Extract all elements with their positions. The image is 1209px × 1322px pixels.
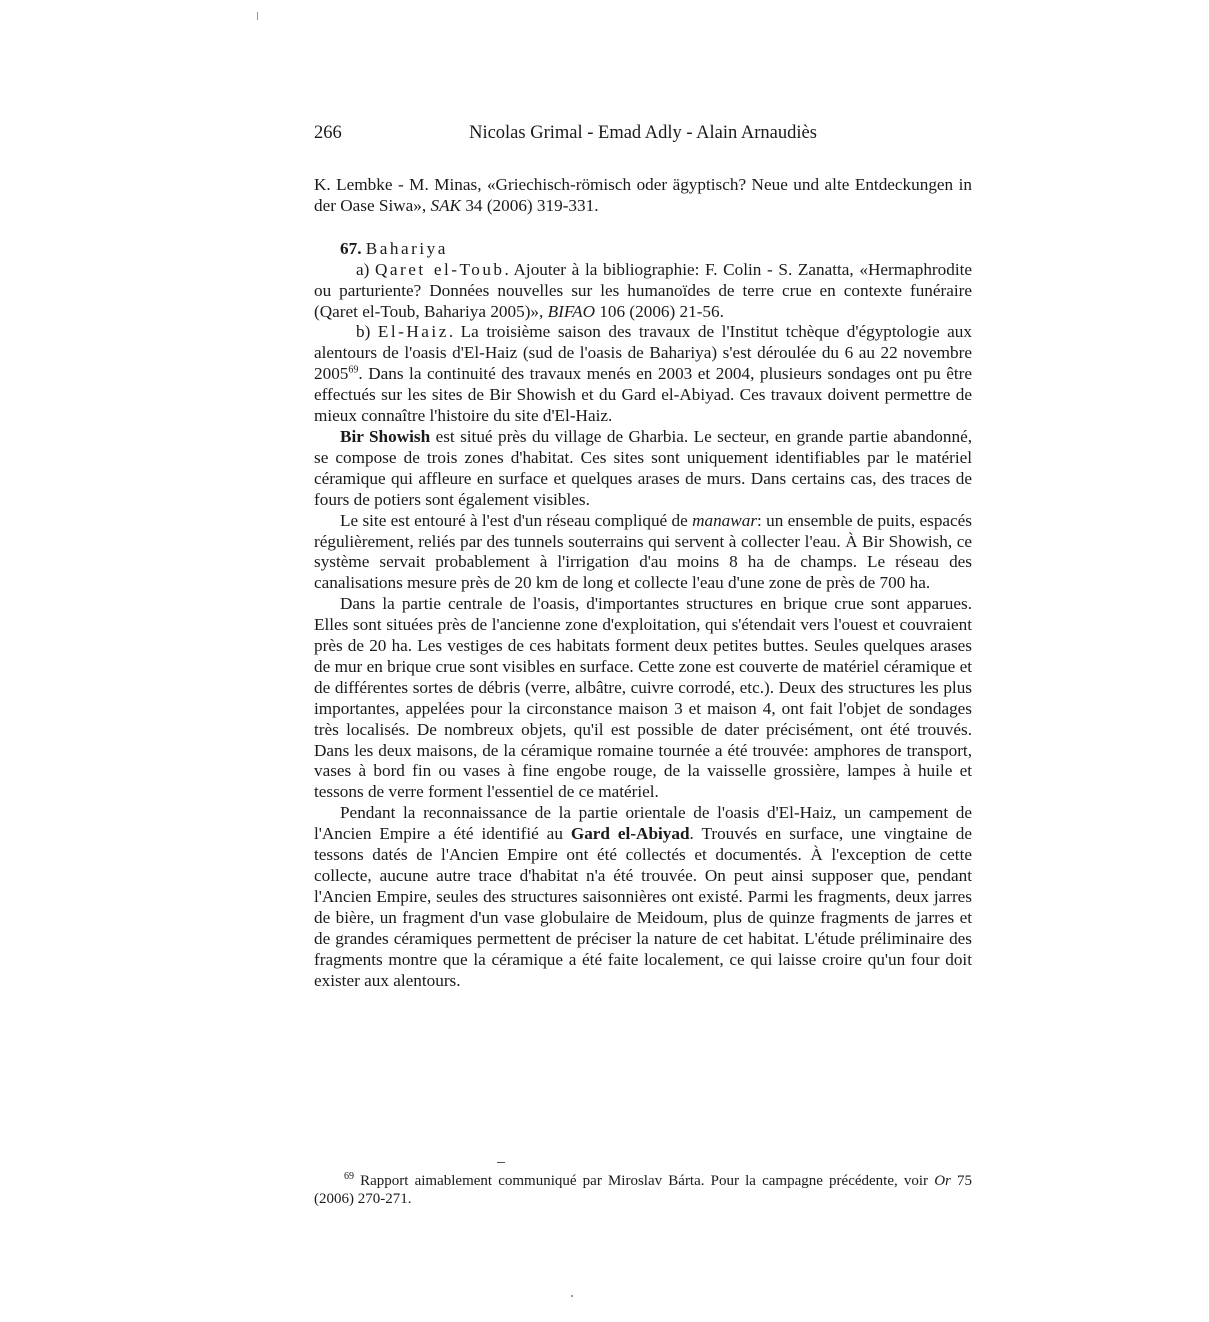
paragraph-bir-showish [314, 427, 972, 511]
subsection-text-end: . Dans la continuité des travaux menés en 2003 et 2004, plusieurs sondages ont pu être effectués sur les sites de Bir Showish et du Gard el-Abiyad. Ces travaux doivent permettre de mieux connaître l'histoire du site d'El-Haiz. [314, 364, 972, 426]
paragraph-text-end: . Trouvés en surface, une vingtaine de tessons datés de l'Ancien Empire ont été collectés et documentés. À l'exception de cette collecte, aucune autre trace d'habitat n'a été trouvée. On peut ainsi supposer que, pendant l'Ancien Empire, seules des structures saisonnières ont existé. Parmi les fragments, deux jarres de bière, un fragment d'un vase globulaire de Meidoum, plus de quinze fragments de jarres et de grandes céramiques permettent de préciser la nature de cet habitat. L'étude préliminaire des fragments montre que la céramique a été faite localement, ce qui laisse croire qu'un four doit exister aux alentours. [314, 824, 972, 990]
subsection-text: . La troisième saison des travaux de l'Institut tchèque d'égyptologie aux alentours de l'oasis d'El-Haiz (sud de l'oasis de Bahariya) s'est déroulée du 6 au 22 novembre 2005 [314, 322, 972, 384]
section-heading [314, 239, 972, 260]
footnote-body-end: 75 (2006) 270-271. [314, 1173, 973, 1207]
running-header-authors: Nicolas Grimal - Emad Adly - Alain Arnaudiès [469, 123, 817, 143]
footnote-body: Rapport aimablement communiqué par Miroslav Bárta. Pour la campagne précédente, voir [354, 1173, 935, 1189]
subsection-text-end: 106 (2006) 21-56. [595, 301, 724, 321]
subsection-label: b) [356, 322, 378, 342]
subsection-label: a) [356, 259, 375, 279]
footnote-divider [497, 1162, 505, 1163]
footnote-reference[interactable]: 69 [348, 364, 359, 376]
footnote [314, 1172, 972, 1208]
subsection-name: Qaret el-Toub [375, 259, 505, 279]
paragraph-text: Pendant la reconnaissance de la partie orientale de l'oasis d'El-Haiz, un campement de l'Ancien Empire a été identifié au [314, 803, 972, 844]
paragraph-text-end: : un ensemble de puits, espacés régulièrement, reliés par des tunnels souterrains qui servent à collecter l'eau. À Bir Showish, ce système servait probablement à l'irrigation d'au moins 8 ha de champs. Le réseau des canalisations mesure près de 20 km de long et collecte l'eau d'une zone de près de 700 ha. [314, 510, 972, 593]
paragraph-text: est situé près du village de Gharbia. Le secteur, en grande partie abandonné, se compose de trois zones d'habitat. Ces sites sont uniquement identifiables par le matériel céramique qui affleure en surface et quelques arases de murs. Dans certains cas, des traces de fours de potiers sont également visibles. [314, 426, 972, 509]
subsection-name: El-Haiz [377, 322, 449, 342]
journal-title: Or [934, 1173, 951, 1189]
subsection-text: . Ajouter à la bibliographie: F. Colin - S. Zanatta, «Hermaphrodite ou parturiente? Données nouvelles sur les humanoïdes de terre crue en contexte funéraire (Qaret el-Toub, Bahariya 2005)», [314, 259, 972, 321]
paragraph-gard-el-abiyad [314, 803, 972, 991]
journal-title: BIFAO [547, 301, 596, 321]
paragraph-manawar [314, 511, 972, 595]
reference-continuation [314, 175, 972, 217]
scan-mark [571, 1295, 573, 1297]
section-number: 67. [340, 238, 362, 258]
term-italic: manawar [692, 510, 758, 530]
reference-text-end: 34 (2006) 319-331. [461, 195, 599, 215]
footnote-number: 69 [344, 1171, 354, 1182]
running-header [314, 120, 972, 146]
journal-title: SAK [430, 195, 462, 215]
paragraph-text: Le site est entouré à l'est d'un réseau compliqué de [340, 510, 693, 530]
site-name: Bir Showish [340, 426, 431, 446]
subsection-b [314, 322, 972, 427]
site-name: Gard el-Abiyad [570, 824, 690, 844]
paragraph-central: Dans la partie centrale de l'oasis, d'importantes structures en brique crue sont apparues. Elles sont situées près de l'ancienne zone d'exploitation, qui s'étendait vers l'ouest et couvraient près de 20 ha. Les vestiges de ces habitats forment deux petites buttes. Seules quelques arases de mur en brique crue sont visibles en surface. Cette zone est couverte de matériel céramique et de différentes sortes de débris (verre, albâtre, cuivre corrodé, etc.). Deux des structures les plus importantes, appelées pour la circonstance maison 3 et maison 4, ont fait l'objet de sondages très localisés. De nombreux objets, qu'il est possible de dater précisément, ont été trouvés. Dans les deux maisons, de la céramique romaine tournée a été trouvée: amphores de transport, vases à bord fin ou vases à fine engobe rouge, de la vaisselle grossière, lampes à huile et tessons de verre forment l'essentiel de ce matériel. [314, 594, 972, 802]
section-title: Bahariya [365, 238, 448, 258]
body-text [314, 175, 972, 991]
scan-mark [257, 12, 258, 20]
subsection-a [314, 260, 972, 323]
page-number: 266 [314, 123, 342, 143]
reference-text: K. Lembke - M. Minas, «Griechisch-römisch oder ägyptisch? Neue und alte Entdeckungen in der Oase Siwa», [314, 175, 972, 215]
footnote-text [314, 1172, 972, 1208]
